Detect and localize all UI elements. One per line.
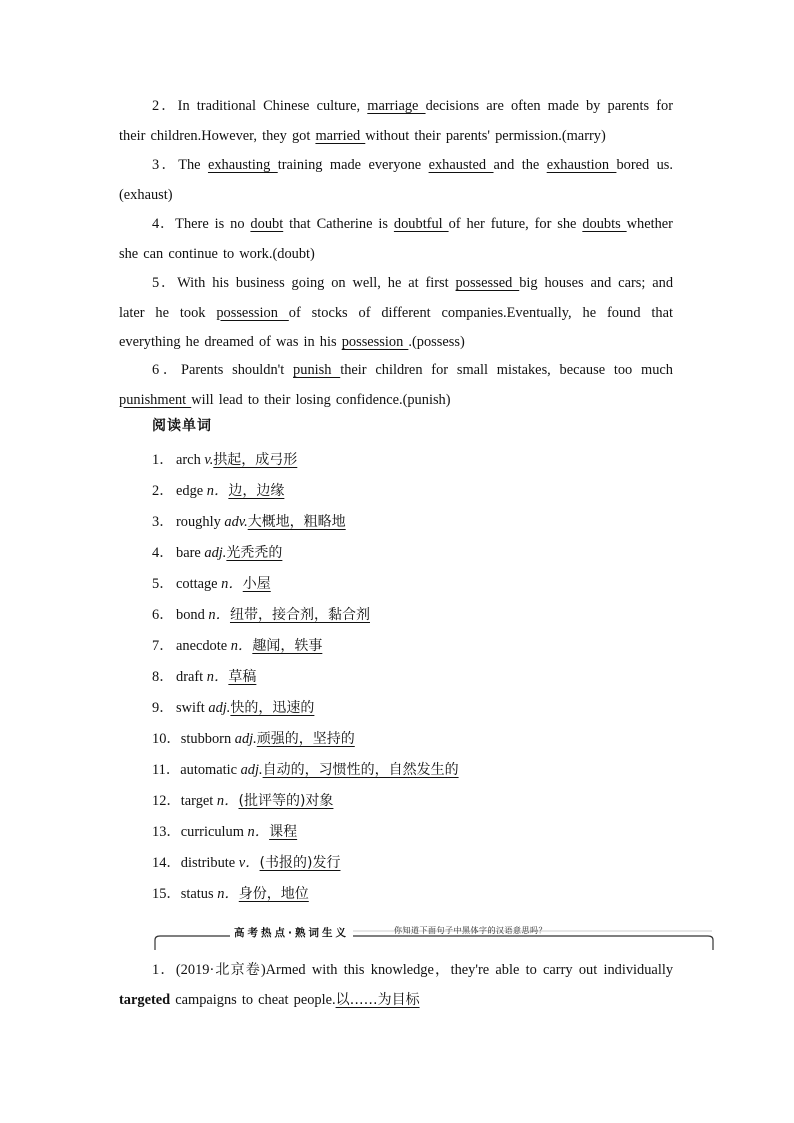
vocab-meaning: 小屋 [242, 576, 271, 592]
example-prefix: 1．(2019· [152, 962, 215, 978]
paragraph-text: .(possess) [408, 334, 465, 350]
vocab-pos: n． [221, 576, 243, 592]
vocab-meaning: 草稿 [228, 669, 257, 685]
vocab-pos: v． [238, 855, 260, 871]
vocab-pos: adj. [208, 700, 231, 716]
paragraph-text: that Catherine is [283, 216, 394, 232]
vocab-word: draft [176, 669, 207, 685]
vocab-meaning: 纽带，接合剂，黏合剂 [229, 607, 370, 623]
answer-word: punishment [119, 391, 192, 408]
vocab-meaning: 自动的，习惯性的，自然发生的 [262, 762, 459, 778]
vocab-number: 11． [152, 762, 181, 778]
vocab-word: roughly [176, 514, 225, 530]
vocab-pos: adj. [234, 731, 257, 747]
vocab-meaning: (批评等的)对象 [238, 793, 334, 809]
paragraph-text: of her future, for she [448, 216, 583, 232]
vocab-number: 4． [152, 545, 174, 561]
paragraph-text: their children for small mistakes, because too much [340, 362, 674, 378]
section-banner [152, 916, 716, 952]
paragraph-text: training made everyone [277, 157, 429, 173]
vocab-item [152, 787, 672, 818]
vocab-pos: v. [204, 452, 214, 468]
vocab-meaning: 课程 [269, 824, 298, 840]
paragraph-text: without their parents' permission.(marry) [365, 127, 606, 144]
example-text-before: )Armed with this knowledge，they're able to carry out individually [260, 962, 674, 978]
vocab-item [152, 880, 672, 911]
vocab-word: status [180, 886, 218, 902]
vocab-item [152, 477, 672, 508]
exercise-paragraph [119, 269, 673, 358]
vocab-item [152, 663, 672, 694]
vocab-item [152, 756, 672, 787]
vocab-meaning: 趣闻，轶事 [252, 638, 323, 654]
paragraph-text: 5．With his business going on well, he at first [152, 275, 456, 291]
vocab-number: 12． [152, 793, 181, 809]
vocab-item [152, 818, 672, 849]
paragraph-text: bored us.(exhaust) [119, 157, 673, 203]
vocab-number: 15． [152, 886, 181, 902]
answer-word: married [315, 127, 366, 144]
exercise-paragraph [119, 356, 673, 415]
vocab-meaning: 光秃秃的 [226, 545, 283, 561]
answer-word: marriage [367, 98, 426, 114]
vocab-number: 3． [152, 514, 174, 530]
paragraph-text: 6．Parents shouldn't [152, 362, 294, 378]
vocab-word: stubborn [180, 731, 235, 747]
vocab-meaning: 快的，迅速的 [230, 700, 315, 716]
vocab-meaning: 大概地，粗略地 [247, 514, 346, 530]
vocab-number: 10． [152, 731, 181, 747]
vocab-word: arch [176, 452, 205, 468]
answer-word: doubtful [393, 216, 449, 232]
vocab-word: automatic [180, 762, 241, 778]
paragraph-text: big houses and cars; and later he took [119, 275, 674, 321]
vocab-number: 5． [152, 576, 174, 592]
vocab-item [152, 725, 672, 756]
paragraph-text: whether she can continue to work.(doubt) [119, 216, 673, 262]
exercise-paragraph [119, 151, 673, 210]
example-text-after: campaigns to cheat people. [170, 991, 336, 1008]
vocab-list [152, 446, 672, 911]
vocab-pos: n． [217, 886, 239, 902]
vocab-item [152, 446, 672, 477]
vocab-word: swift [176, 700, 209, 716]
vocab-pos: n． [208, 607, 230, 623]
vocab-pos: n． [206, 669, 229, 685]
exercise-paragraph [119, 210, 673, 269]
answer-word: exhaustion [546, 157, 617, 173]
vocab-number: 14． [152, 855, 181, 871]
vocab-number: 6． [152, 607, 174, 623]
exercise-paragraph [119, 92, 673, 151]
vocab-meaning: 拱起，成弓形 [213, 452, 298, 468]
answer-word: possession [216, 304, 289, 321]
vocab-pos: adj. [204, 545, 227, 561]
vocab-number: 8． [152, 669, 174, 685]
answer-word: possessed [455, 275, 520, 291]
paragraph-text: of stocks of different companies.Eventually, he found that everything he dreamed of was in his [119, 304, 673, 350]
answer-word: exhausting [207, 157, 278, 173]
example-sentence [119, 956, 673, 1015]
section-title: 阅读单词 [152, 418, 212, 434]
answer-word: doubts [582, 216, 627, 232]
vocab-word: cottage [176, 576, 222, 592]
banner-note: 你知道下面句子中黑体字的汉语意思吗？ [394, 926, 547, 935]
vocab-item [152, 632, 672, 663]
example-bold-word: targeted [119, 991, 171, 1008]
vocab-pos: n． [216, 793, 239, 809]
paragraph-text: decisions are often made by parents for their children.However, they got [119, 98, 673, 144]
vocab-word: distribute [180, 855, 239, 871]
vocab-item [152, 849, 672, 880]
vocab-meaning: 顽强的，坚持的 [256, 731, 355, 747]
vocab-item [152, 508, 672, 539]
vocab-number: 9． [152, 700, 174, 716]
banner-title: 高考热点·熟词生义 [230, 925, 353, 940]
vocab-word: edge [176, 483, 207, 499]
vocab-number: 2． [152, 483, 174, 499]
vocab-item [152, 539, 672, 570]
vocab-meaning: (书报的)发行 [259, 855, 341, 871]
vocab-item [152, 570, 672, 601]
answer-word: possession [341, 334, 409, 350]
example-meaning: 以……为目标 [335, 991, 420, 1008]
paragraph-text: 3．The [152, 157, 208, 173]
vocab-number: 13． [152, 824, 181, 840]
vocab-pos: n． [206, 483, 229, 499]
vocab-word: anecdote [176, 638, 231, 654]
vocab-item [152, 694, 672, 725]
paragraph-text: will lead to their losing confidence.(punish) [191, 391, 451, 408]
vocab-pos: n． [230, 638, 253, 654]
paragraph-text: 4．There is no [152, 216, 251, 232]
vocab-word: curriculum [180, 824, 248, 840]
vocab-meaning: 身份，地位 [238, 886, 309, 902]
vocab-number: 1． [152, 452, 174, 468]
answer-word: punish [293, 362, 341, 378]
vocab-pos: adj. [240, 762, 263, 778]
answer-word: exhausted [428, 157, 494, 173]
vocab-meaning: 边，边缘 [228, 483, 285, 499]
vocab-item [152, 601, 672, 632]
vocab-number: 7． [152, 638, 174, 654]
answer-word: doubt [250, 216, 284, 232]
vocab-word: target [180, 793, 217, 809]
example-source: 北京卷 [214, 962, 261, 978]
paragraph-text: and the [493, 157, 547, 173]
vocab-word: bond [176, 607, 209, 623]
vocab-pos: n． [247, 824, 270, 840]
vocab-pos: adv. [224, 514, 248, 530]
paragraph-text: 2．In traditional Chinese culture, [152, 98, 368, 114]
vocab-word: bare [176, 545, 205, 561]
